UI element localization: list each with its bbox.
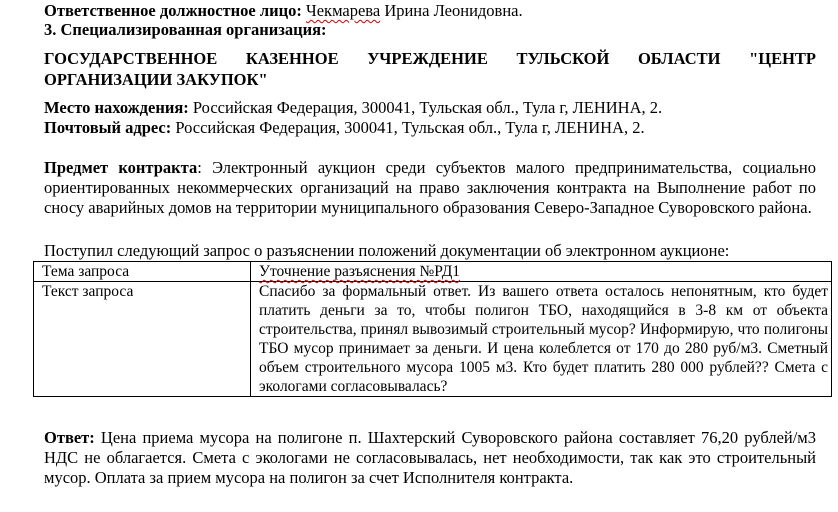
responsible-name: Ирина Леонидовна. [384,1,523,20]
answer-label: Ответ: [44,428,95,447]
contract-subject [44,158,816,218]
postal-value: Российская Федерация, 300041, Тульская обл., Тула г, ЛЕНИНА, 2. [175,118,645,137]
answer-paragraph [44,428,816,488]
request-intro: Поступил следующий запрос о разъяснении положений документации об электронном аукционе: [44,241,730,260]
topic-label: Тема запроса [34,262,251,282]
responsible-label: Ответственное должностное лицо: [44,1,302,20]
topic-value [251,262,832,282]
organization-name: ГОСУДАРСТВЕННОЕ КАЗЕННОЕ УЧРЕЖДЕНИЕ ТУЛЬСКОЙ ОБЛАСТИ "ЦЕНТР ОРГАНИЗАЦИИ ЗАКУПОК" [44,49,816,89]
subject-label: Предмет контракта [44,158,198,177]
request-text-label: Текст запроса [34,282,251,397]
postal-line [44,118,645,138]
location-value: Российская Федерация, 300041, Тульская обл., Тула г, ЛЕНИНА, 2. [192,98,663,117]
postal-label: Почтовый адрес: [44,118,172,137]
answer-text: Цена приема мусора на полигоне п. Шахтерский Суворовского района составляет 76,20 рублей/м3 НДС не облагается. Смета с экологами не согласовывалась, нет необходимости, так как это строительный мусор. Оплата за прием мусора на полигон за счет Исполнителя контракта. [44,428,816,487]
section-heading: 3. Специализированная организация: [44,20,327,39]
table-row [34,282,832,397]
subject-text: : Электронный аукцион среди субъектов малого предпринимательства, социально ориентированных некоммерческих организаций на право заключения контракта на Выполнение работ по сносу аварийных домов на территории муниципального образования Северо-Западное Суворовского района. [44,158,816,217]
responsible-person [44,1,523,21]
request-table [33,261,832,397]
responsible-surname: Чекмарева [306,1,381,20]
location-line [44,98,662,118]
request-text-value: Спасибо за формальный ответ. Из вашего ответа осталось непонятным, кто будет платить деньги за то, чтобы полигон ТБО, находящийся в 3-8 км от объекта строительства, принял вывозимый строительный мусор? Информирую, что полигоны ТБО мусор принимает за деньги. И цена колеблется от 170 до 280 руб/м3. Сметный объем строительного мусора 1005 м3. Кто будет платить 280 000 рублей?? Смета с экологами согласовывалась? [251,282,832,397]
topic-value-text: Уточнение разъяснения №РД1 [259,263,461,280]
location-label: Место нахождения: [44,98,189,117]
table-row [34,262,832,282]
